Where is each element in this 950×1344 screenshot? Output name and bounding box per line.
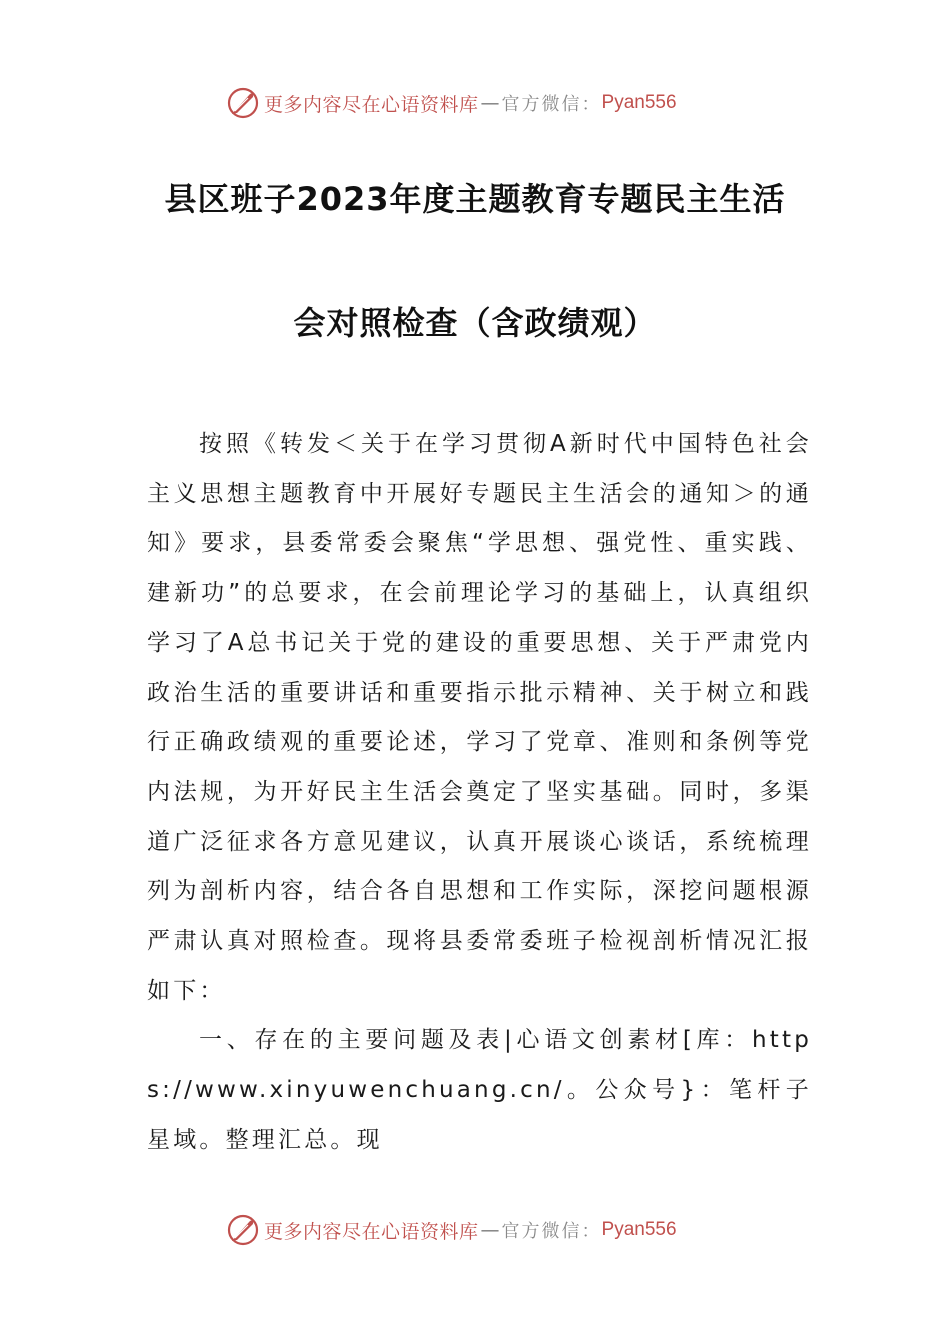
watermark-separator: — bbox=[480, 1219, 500, 1241]
watermark-banner-top bbox=[226, 83, 677, 123]
watermark-separator: — bbox=[480, 92, 500, 114]
quill-pen-logo-icon bbox=[226, 1213, 260, 1247]
watermark-wechat-id: Pyan556 bbox=[601, 1219, 677, 1240]
watermark-banner-bottom bbox=[226, 1210, 677, 1250]
quill-pen-logo-icon bbox=[226, 86, 260, 120]
document-title-line-1: 县区班子2023年度主题教育专题民主生活 bbox=[164, 180, 786, 218]
document-title-line-2: 会对照检查（含政绩观） bbox=[293, 304, 657, 342]
body-paragraph-1: 按照《转发＜关于在学习贯彻A新时代中国特色社会主义思想主题教育中开展好专题民主生活会的通知＞的通知》要求，县委常委会聚焦“学思想、强党性、重实践、建新功”的总要求，在会前理论学习的基础上，认真组织学习了A总书记关于党的建设的重要思想、关于严肃党内政治生活的重要讲话和重要指示批示精神、关于树立和践行正确政绩观的重要论述，学习了党章、准则和条例等党内法规，为开好民主生活会奠定了坚实基础。同时，多渠道广泛征求各方意见建议，认真开展谈心谈话，系统梳理列为剖析内容，结合各自思想和工作实际，深挖问题根源严肃认真对照检查。现将县委常委班子检视剖析情况汇报如下： bbox=[147, 431, 812, 1004]
watermark-wechat-label: 官方微信： bbox=[501, 94, 602, 115]
body-paragraph-2: 一、存在的主要问题及表|心语文创素材[库：https://www.xinyuwenchuang.cn/。公众号}：笔杆子星域。整理汇总。现 bbox=[147, 1027, 812, 1153]
watermark-brand: 更多内容尽在心语资料库 bbox=[264, 93, 479, 116]
watermark-wechat-label: 官方微信： bbox=[501, 1221, 602, 1242]
watermark-wechat-id: Pyan556 bbox=[601, 92, 677, 113]
document-body bbox=[147, 420, 812, 1166]
watermark-brand: 更多内容尽在心语资料库 bbox=[264, 1220, 479, 1243]
